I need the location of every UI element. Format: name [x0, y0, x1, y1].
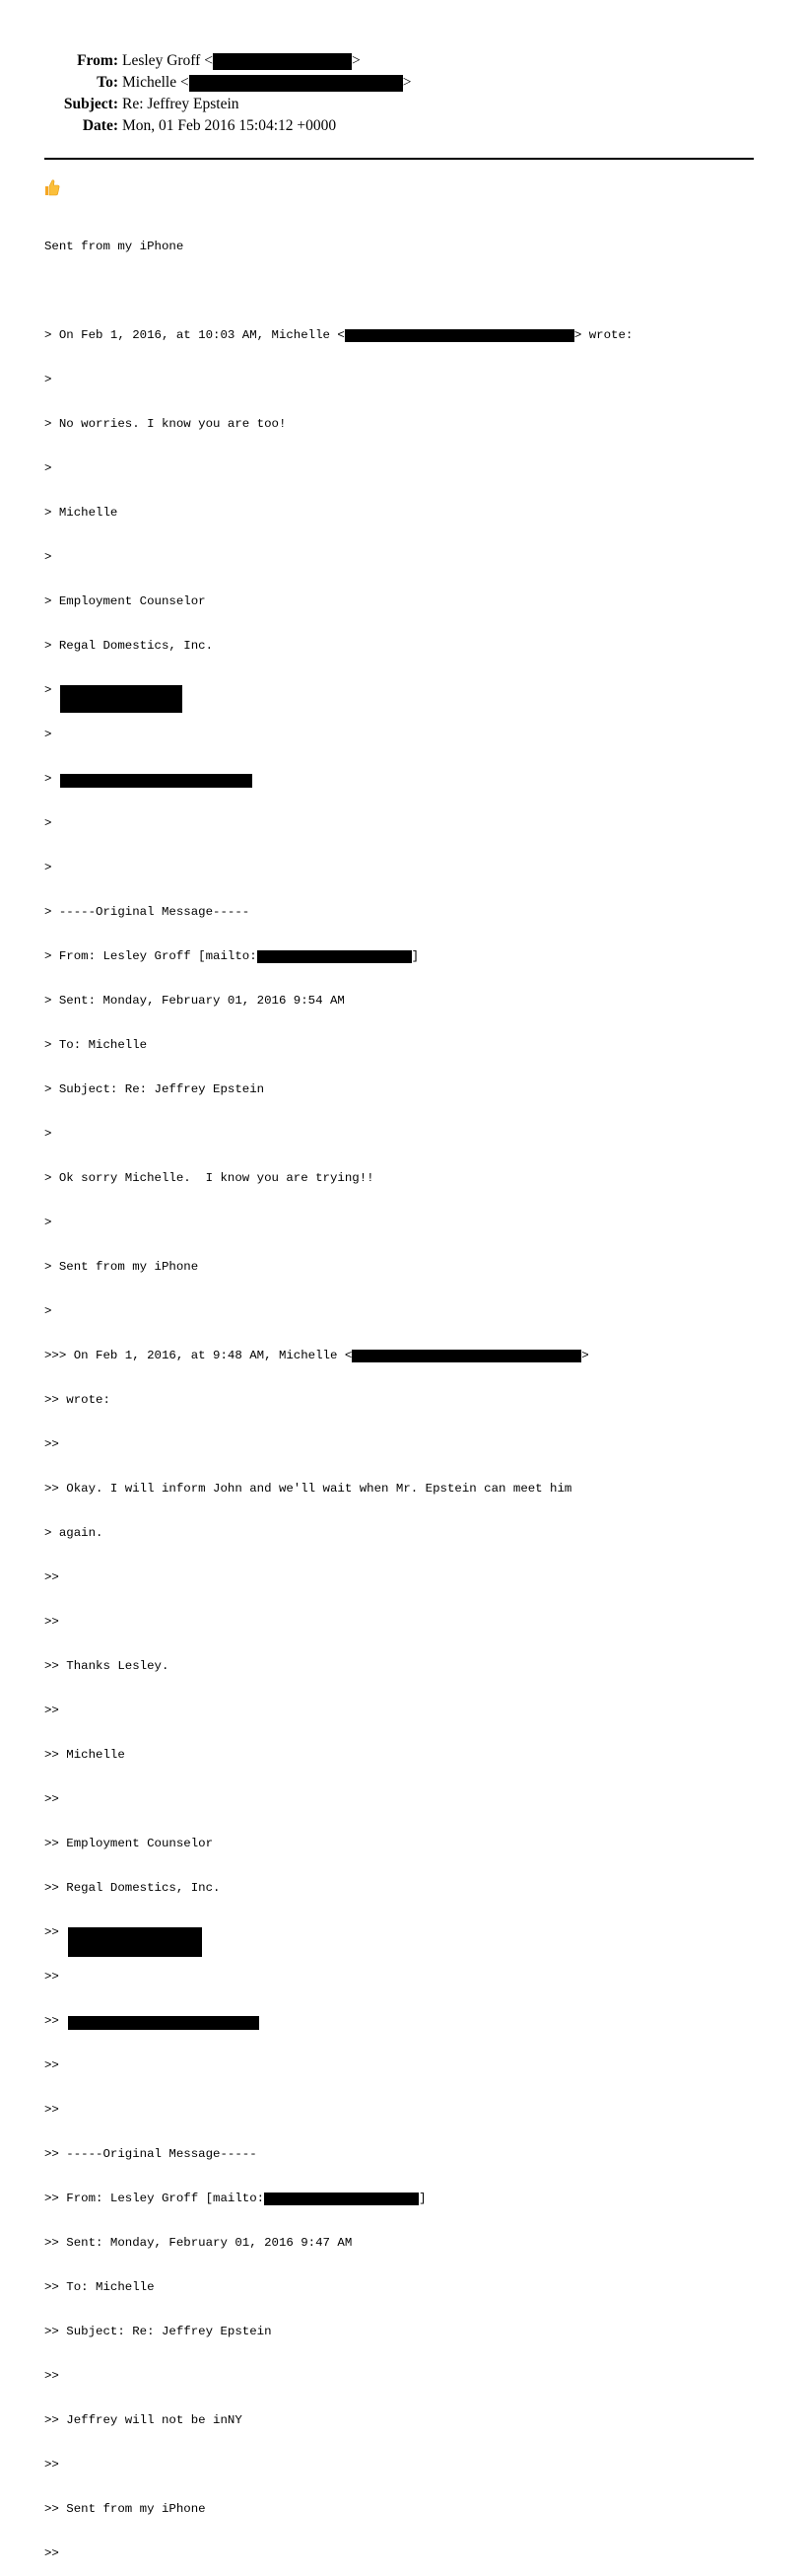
to-name: Michelle < [122, 74, 189, 91]
redacted-email [264, 2193, 419, 2205]
to-label: To: [97, 74, 118, 91]
redacted-email [352, 1350, 581, 1362]
thumbs-up-icon [44, 178, 60, 196]
redacted-email [213, 53, 352, 70]
redacted-block [60, 774, 252, 788]
redacted-email [189, 75, 403, 92]
from-label: From: [77, 52, 118, 69]
quote-header-line: > On Feb 1, 2016, at 10:03 AM, Michelle < > wrote: [44, 328, 634, 342]
date-label: Date: [82, 117, 118, 134]
subject-value: Re: Jeffrey Epstein [122, 96, 239, 112]
date-value: Mon, 01 Feb 2016 15:04:12 +0000 [122, 117, 337, 134]
message-body: Sent from my iPhone > On Feb 1, 2016, at 10:03 AM, Michelle < > wrote: > > No worries. I know you are too! > > Michelle > > Employment Counselor > Regal Domestics, Inc. > > > > > > -----Original Message----- > From: Lesley Groff [mailto: ] > Sent: Monday, February 01, 2016 9:54 AM > To: Michelle > Subject: Re: Jeffrey Epstein > > Ok sorry Michelle. I know you are trying!! > > Sent from my iPhone > >>> On Feb 1, 2016, at 9:48 AM, Michelle < > >> wrote: >> >> Okay. I will inform John and we'll wait when Mr. Epstein can meet him > again. >> >> >> Thanks Lesley. >> >> Michelle >> >> Employment Counselor >> Regal Domestics, Inc. >> >> >> >> >> >> -----Original Message----- >> From: Lesley Groff [mailto: ] >> Sent: Monday, February 01, 2016 9:47 AM >> To: Michelle >> Subject: Re: Jeffrey Epstein >> >> Jeffrey will not be inNY >> >> Sent from my iPhone >> [44, 240, 634, 2560]
redacted-email [345, 329, 574, 342]
header-divider [44, 158, 754, 160]
subject-label: Subject: [63, 96, 118, 112]
from-name: Lesley Groff < [122, 52, 213, 69]
redacted-block [68, 1927, 202, 1957]
redacted-block [60, 685, 182, 713]
sent-from-line: Sent from my iPhone [44, 240, 184, 253]
redacted-block [68, 2016, 259, 2030]
redacted-email [257, 950, 412, 963]
